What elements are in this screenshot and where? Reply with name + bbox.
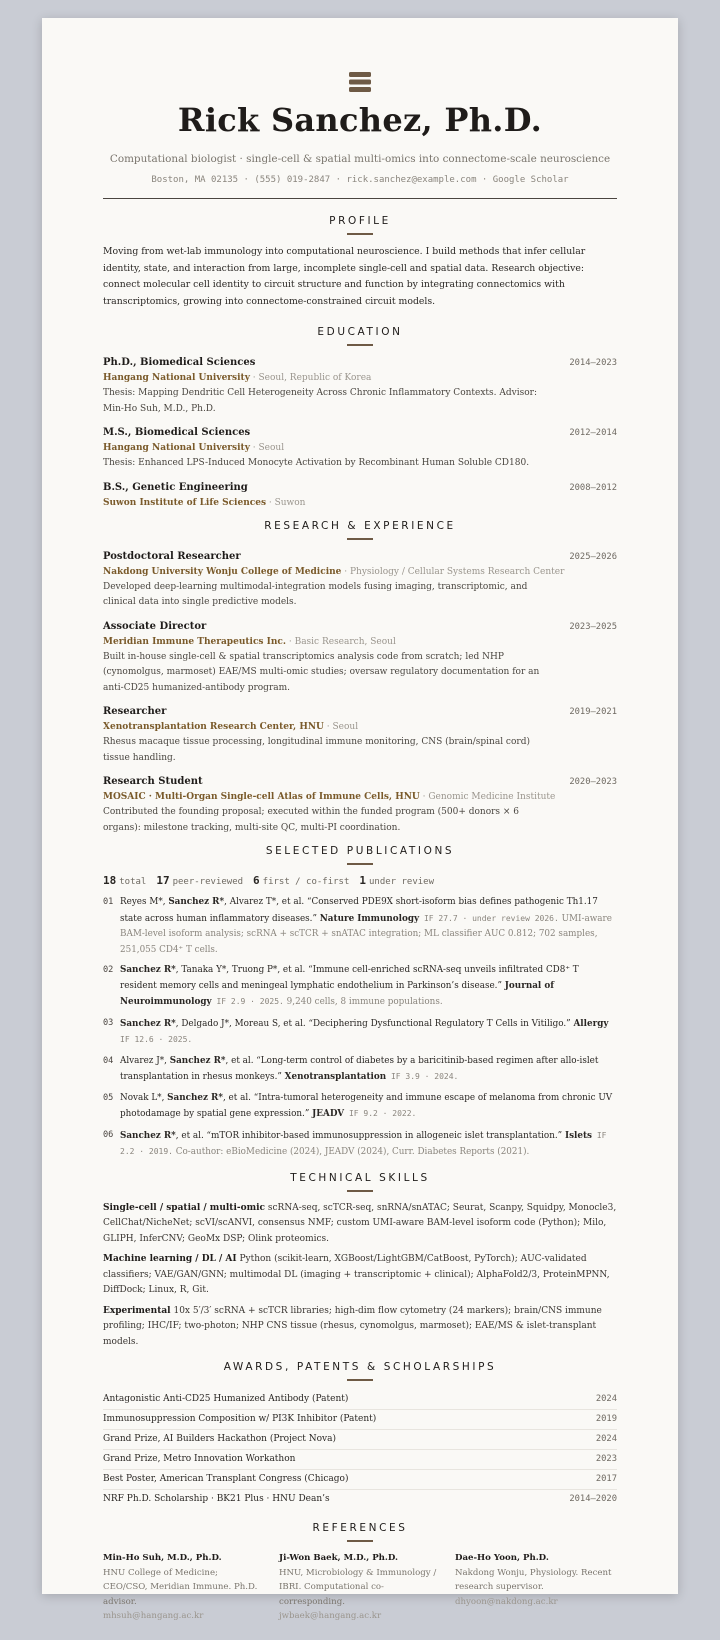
impact-factor: IF 12.6 · 2025. — [120, 1035, 193, 1044]
education-entry — [103, 480, 617, 511]
publication-stats — [103, 874, 617, 887]
organization-line — [103, 790, 617, 805]
references-list — [103, 1551, 617, 1624]
experience-entry — [103, 549, 617, 611]
reference-description: Nakdong Wonju, Physiology. Recent research supervisor. — [455, 1567, 612, 1592]
section-bar — [347, 1540, 373, 1542]
entry-description: Built in-house single-cell & spatial transcriptomics analysis code from scratch; led NHP (cynomolgus, marmoset) EAE/MS multi-omic studies; oversaw regulatory documentation for an anti-CD25 humanized-antibody program. — [103, 651, 540, 693]
award-year: 2017 — [595, 1474, 617, 1484]
reference-card — [279, 1551, 441, 1624]
skill-heading: Machine learning / DL / AI — [103, 1254, 237, 1264]
contact-line[interactable]: Boston, MA 02135 · (555) 019-2847 · rick.sanchez@example.com · Google Scholar — [151, 175, 569, 185]
impact-factor: IF 2.9 · 2025. — [211, 997, 284, 1006]
experience-entry — [103, 774, 617, 836]
journal-name: JEADV — [312, 1109, 345, 1119]
publication-note: 9,240 cells, 8 immune populations. — [283, 997, 443, 1007]
reference-email[interactable]: mhsuh@hangang.ac.kr — [103, 1611, 204, 1621]
date-range: 2014–2023 — [569, 358, 617, 368]
section-title-publications: SELECTED PUBLICATIONS — [265, 845, 455, 857]
entry-description: Contributed the founding proposal; executed within the funded program (500+ donors × 6 organs): milestone tracking, multi-site QC, multi-PI coordination. — [103, 807, 520, 833]
journal-name: Nature Immunology — [319, 913, 420, 924]
date-range: 2020–2023 — [569, 777, 617, 787]
section-bar — [347, 344, 373, 346]
reference-email[interactable]: jwbaek@hangang.ac.kr — [279, 1611, 382, 1621]
awards-list — [103, 1390, 617, 1509]
institution-name: Suwon Institute of Life Sciences — [103, 497, 267, 508]
institution-line — [103, 371, 617, 386]
publication-citation — [120, 1128, 617, 1161]
citation-text: , Tanaka Y*, Truong P*, et al. “Immune cell-enriched scRNA-seq unveils infiltrated CD8⁺ T resident memory cells and meningeal lymphatic endothelium in Parkinson’s disease.” — [120, 965, 579, 991]
stat-number: 18 — [103, 874, 117, 887]
tagline: Computational biologist · single-cell & spatial multi-omics into connectome-scale neuroscience — [109, 153, 611, 165]
publication-item — [103, 1091, 617, 1123]
citation-text: , et al. “Long-term control of diabetes by a baricitinib-based regimen after allo-islet transplantation in rhesus monkeys.” — [120, 1055, 599, 1082]
experience-entry — [103, 619, 617, 697]
publication-note: UMI-aware BAM-level isoform analysis; scRNA + scTCR + snATAC integration; ML classifier AUC 0.812; 702 samples, 251,055 CD4⁺ T cells. — [120, 913, 612, 955]
award-name: Best Poster, American Transplant Congress (Chicago) — [103, 1474, 349, 1484]
role-title: Postdoctoral Researcher — [103, 550, 241, 562]
resume-page — [42, 18, 678, 1621]
entry-header — [103, 619, 617, 635]
skill-text: 10x 5′/3′ scRNA + scTCR libraries; high-dim flow cytometry (24 markers); brain/CNS immune profiling; IHC/IF; two-photon; NHP CNS tissue (rhesus, cynomolgus, marmoset); EAE/MS & islet-transplant models. — [103, 1305, 602, 1347]
institution-line — [103, 496, 617, 511]
reference-card — [455, 1551, 617, 1624]
entry-description: Developed deep-learning multimodal-integration models fusing imaging, transcriptomic, and clinical data into single predictive models. — [103, 581, 528, 607]
skill-text: Python (scikit-learn, XGBoost/LightGBM/CatBoost, PyTorch); AUC-validated classifiers; VAE/GAN/GNN; multimodal DL (imaging + transcriptomic + clinical); AlphaFold2/3, ProteinMPNN, DiffDock; Linux, R, Git. — [103, 1254, 610, 1295]
degree-title: Ph.D., Biomedical Sciences — [103, 357, 256, 368]
section-bar — [347, 863, 373, 865]
entry-header — [103, 425, 617, 441]
entry-header — [103, 774, 617, 790]
award-year: 2019 — [595, 1414, 617, 1424]
date-range: 2008–2012 — [569, 482, 617, 493]
education-list — [103, 355, 617, 511]
citation-text: , et al. “mTOR inhibitor-based immunosuppression in allogeneic islet transplantation.” — [175, 1130, 565, 1141]
reference-description: HNU College of Medicine; CEO/CSO, Meridian Immune. Ph.D. advisor. — [103, 1567, 258, 1607]
publication-list — [103, 895, 617, 1161]
experience-entry — [103, 704, 617, 766]
publication-number: 01 — [103, 897, 114, 907]
organization-line — [103, 720, 617, 735]
award-row — [103, 1490, 617, 1509]
section-title-education: EDUCATION — [317, 326, 403, 338]
author-self: Sanchez R* — [167, 1092, 223, 1103]
award-year: 2024 — [595, 1394, 617, 1404]
award-name: Immunosuppression Composition w/ PI3K Inhibitor (Patent) — [103, 1414, 377, 1424]
publication-number: 04 — [103, 1055, 114, 1066]
organization-unit: · Physiology / Cellular Systems Research Center — [341, 566, 565, 577]
organization-name: Nakdong University Wonju College of Medicine — [103, 566, 342, 577]
authors-before: Alvarez J*, — [120, 1055, 170, 1066]
award-name: Grand Prize, AI Builders Hackathon (Project Nova) — [103, 1434, 336, 1444]
date-range: 2025–2026 — [569, 551, 617, 562]
section-title-skills: TECHNICAL SKILLS — [290, 1171, 430, 1184]
institution-line — [103, 441, 617, 456]
experience-list — [103, 549, 617, 837]
stat-number: 1 — [359, 874, 366, 887]
award-year: 2023 — [595, 1454, 617, 1464]
publication-number: 05 — [103, 1092, 114, 1103]
publication-item — [103, 1054, 617, 1086]
impact-factor: IF 9.2 · 2022. — [344, 1109, 417, 1118]
award-row — [103, 1430, 617, 1450]
publication-item — [103, 1016, 617, 1049]
education-entry — [103, 355, 617, 417]
publication-note: Co-author: eBioMedicine (2024), JEADV (2024), Curr. Diabetes Reports (2021). — [172, 1147, 530, 1157]
organization-unit: · Genomic Medicine Institute — [419, 792, 556, 802]
authors-before: Novak L*, — [120, 1092, 168, 1103]
role-title: Associate Director — [103, 620, 207, 632]
publication-number: 02 — [103, 965, 114, 975]
institution-location: · Seoul — [249, 443, 285, 453]
entry-header — [103, 549, 617, 565]
section-title-awards: AWARDS, PATENTS & SCHOLARSHIPS — [223, 1361, 497, 1373]
stat-label: first / co-first — [262, 877, 350, 887]
entry-description: Thesis: Mapping Dendritic Cell Heterogeneity Across Chronic Inflammatory Contexts. Advisor: Min-Ho Suh, M.D., Ph.D. — [103, 388, 537, 414]
author-self: Sanchez R* — [120, 1130, 176, 1141]
reference-name: Min-Ho Suh, M.D., Ph.D. — [103, 1553, 222, 1563]
institution-name: Hangang National University — [103, 443, 250, 453]
section-bar — [347, 1190, 373, 1192]
award-year: 2024 — [595, 1434, 617, 1444]
publication-citation — [120, 963, 617, 1011]
citation-text: , Alvarez T*, et al. “Conserved PDE9X short-isoform bias defines pathogenic Th1.17 state across human inflammatory diseases.” — [120, 897, 598, 924]
award-row — [103, 1410, 617, 1430]
institution-name: Hangang National University — [103, 373, 250, 383]
publication-citation — [120, 1016, 617, 1049]
award-name: NRF Ph.D. Scholarship · BK21 Plus · HNU Dean’s — [103, 1494, 330, 1504]
institution-location: · Suwon — [266, 497, 306, 508]
section-title-experience: RESEARCH & EXPERIENCE — [264, 519, 456, 532]
award-row — [103, 1390, 617, 1410]
section-title-profile: PROFILE — [329, 215, 391, 227]
publication-item — [103, 895, 617, 958]
skill-group — [103, 1201, 617, 1248]
organization-unit: · Basic Research, Seoul — [286, 636, 396, 647]
stat-label: total — [119, 877, 147, 887]
author-self: Sanchez R* — [120, 965, 176, 975]
stat-number: 6 — [253, 874, 260, 887]
stat-label: peer-reviewed — [172, 877, 244, 887]
entry-description: Thesis: Enhanced LPS-Induced Monocyte Activation by Recombinant Human Soluble CD180. — [103, 458, 530, 468]
publication-item — [103, 1128, 617, 1161]
publication-citation — [120, 1054, 617, 1086]
entry-header — [103, 355, 617, 371]
entry-header — [103, 704, 617, 720]
authors-before: Reyes M*, — [120, 897, 169, 907]
impact-factor: IF 3.9 · 2024. — [386, 1072, 459, 1081]
organization-line — [103, 565, 617, 580]
institution-location: · Seoul, Republic of Korea — [249, 373, 372, 383]
journal-name: Islets — [564, 1130, 593, 1141]
award-year: 2014–2020 — [569, 1494, 617, 1504]
reference-name: Dae-Ho Yoon, Ph.D. — [455, 1553, 549, 1563]
section-bar — [347, 1379, 373, 1381]
publication-item — [103, 963, 617, 1011]
award-name: Antagonistic Anti-CD25 Humanized Antibody (Patent) — [103, 1394, 349, 1404]
skill-text: scRNA-seq, scTCR-seq, snRNA/snATAC; Seurat, Scanpy, Squidpy, Monocle3, CellChat/NicheNet; scVI/scANVI, consensus NMF; custom UMI-aware BAM-level isoform code (Python); Milo, GLIPH, InferCNV; GeoMx DSP; Olink proteomics. — [103, 1202, 617, 1244]
entry-header — [103, 480, 617, 496]
organization-name: MOSAIC · Multi-Organ Single-cell Atlas of Immune Cells, HNU — [103, 792, 420, 802]
impact-factor: IF 2.2 · 2019. — [120, 1130, 607, 1156]
organization-line — [103, 635, 617, 650]
publication-citation — [120, 895, 617, 958]
stat-number: 17 — [156, 874, 170, 887]
profile-text: Moving from wet-lab immunology into computational neuroscience. I build methods that infer cellular identity, state, and interaction from large, incomplete single-cell and spatial data. Research objective: connect molecular cell identity to circuit structure and function by integrating connectomics with transcriptomics, growing into connectome-constrained circuit models. — [103, 246, 586, 307]
role-title: Researcher — [103, 706, 167, 717]
citation-text: , et al. “Intra-tumoral heterogeneity and immune escape of melanoma from chronic UV photodamage by spatial gene expression.” — [120, 1092, 613, 1119]
date-range: 2019–2021 — [569, 707, 617, 717]
citation-text: , Delgado J*, Moreau S, et al. “Deciphering Dysfunctional Regulatory T Cells in Vitiligo.” — [175, 1018, 574, 1029]
skill-heading: Single-cell / spatial / multi-omic — [103, 1202, 266, 1213]
publication-citation — [120, 1091, 617, 1123]
entry-description: Rhesus macaque tissue processing, longitudinal immune monitoring, CNS (brain/spinal cord) tissue handling. — [103, 737, 530, 763]
reference-name: Ji-Won Baek, M.D., Ph.D. — [279, 1553, 399, 1563]
page-title: Rick Sanchez, Ph.D. — [177, 101, 543, 139]
skills-list — [103, 1201, 617, 1351]
degree-title: B.S., Genetic Engineering — [103, 481, 248, 493]
header-divider — [103, 198, 617, 199]
author-self: Sanchez R* — [169, 1055, 226, 1066]
section-bar — [347, 233, 373, 235]
organization-name: Meridian Immune Therapeutics Inc. — [103, 636, 286, 647]
organization-unit: · Seoul — [323, 722, 359, 732]
skill-heading: Experimental — [103, 1305, 171, 1316]
date-range: 2023–2025 — [569, 621, 617, 632]
stat-label: under review — [369, 877, 435, 887]
publication-number: 03 — [103, 1017, 114, 1028]
journal-name: Allergy — [573, 1018, 609, 1029]
degree-title: M.S., Biomedical Sciences — [103, 427, 251, 438]
journal-name: Xenotransplantation — [284, 1072, 387, 1082]
award-row — [103, 1470, 617, 1490]
section-bar — [347, 538, 373, 540]
education-entry — [103, 425, 617, 472]
skill-group — [103, 1252, 617, 1299]
date-range: 2012–2014 — [569, 428, 617, 438]
section-title-references: REFERENCES — [312, 1522, 408, 1534]
organization-name: Xenotransplantation Research Center, HNU — [103, 722, 324, 732]
reference-card — [103, 1551, 265, 1624]
reference-description: HNU, Microbiology & Immunology / IBRI. Computational co-corresponding. — [279, 1567, 437, 1607]
journal-name: Journal of Neuroimmunology — [120, 980, 554, 1007]
stack-icon — [103, 72, 617, 92]
impact-factor: IF 27.7 · under review 2026. — [419, 913, 559, 923]
author-self: Sanchez R* — [120, 1018, 176, 1029]
award-row — [103, 1450, 617, 1470]
role-title: Research Student — [103, 776, 203, 787]
author-self: Sanchez R* — [168, 897, 225, 907]
publication-number: 06 — [103, 1129, 114, 1140]
reference-email[interactable]: dhyoon@nakdong.ac.kr — [455, 1596, 558, 1607]
skill-group — [103, 1304, 617, 1351]
award-name: Grand Prize, Metro Innovation Workathon — [103, 1454, 296, 1464]
